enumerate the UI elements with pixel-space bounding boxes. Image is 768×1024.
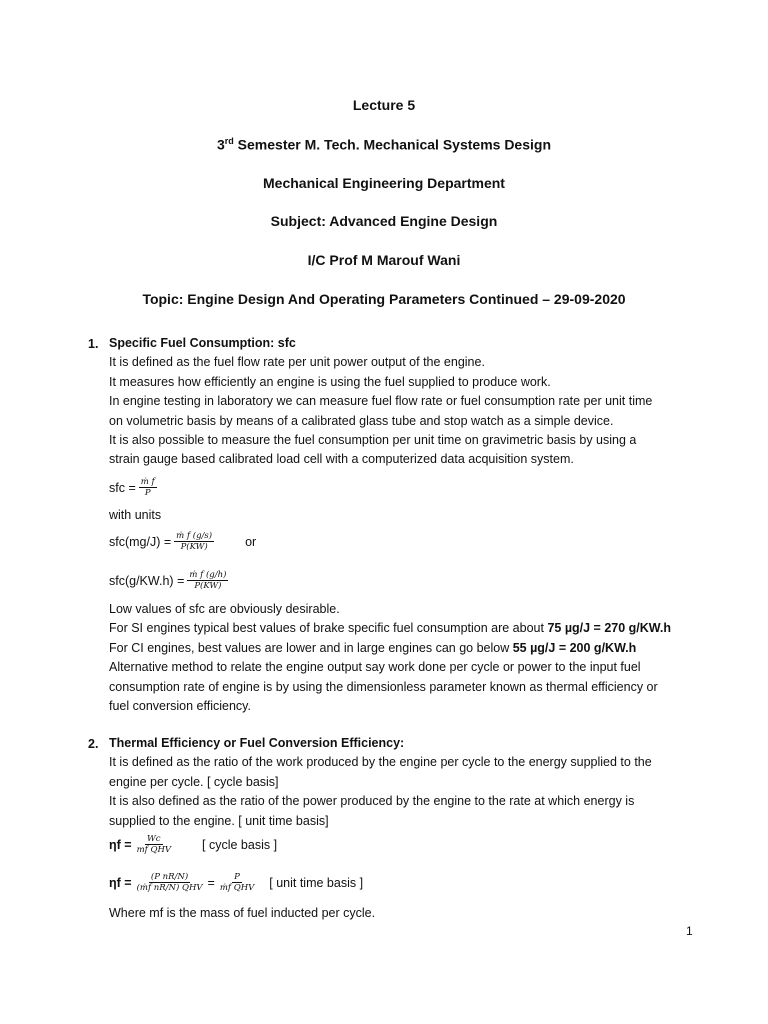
si-engines-line: For SI engines typical best values of brake specific fuel consumption are about 75 µg/J = 270 g/KW.h — [109, 621, 672, 636]
alternative-line: Alternative method to relate the engine output say work done per cycle or power to the input fuel — [109, 660, 641, 675]
subject-line: Subject: Advanced Engine Design — [270, 213, 498, 229]
section-2-number: 2. — [88, 737, 99, 751]
efficiency-cycle-formula: ηf = $\frac{Wc}{\text{mf QHV}}$ [ cycle basis ] — [109, 834, 278, 855]
section-2-title: Thermal Efficiency or Fuel Conversion Efficiency: — [109, 736, 405, 750]
section-2-line: supplied to the engine. [ unit time basis] — [109, 813, 329, 828]
semester-line: 3rd Semester M. Tech. Mechanical Systems Design — [217, 136, 551, 153]
section-1-line: strain gauge based calibrated load cell with a computerized data acquisition system. — [109, 452, 574, 467]
ci-engines-line: For CI engines, best values are lower and in large engines can go below 55 µg/J = 200 g/KW.h — [109, 640, 637, 655]
efficiency-time-formula: ηf = $\frac{\text{(P nR/N)}}{\text{(ṁf nR/N) QHV}}$ = $\frac{P}{\text{ṁf QHV}}$ [ unit time basis ] — [109, 872, 364, 893]
section-1-body — [109, 334, 709, 470]
section-1-title: Specific Fuel Consumption: sfc — [109, 336, 296, 350]
section-2-line: It is also defined as the ratio of the power produced by the engine to the rate at which energy is — [109, 794, 635, 809]
section-1-line: It measures how efficiently an engine is using the fuel supplied to produce work. — [109, 374, 551, 389]
alternative-line: fuel conversion efficiency. — [109, 699, 251, 714]
lecture-title: Lecture 5 — [352, 97, 416, 113]
topic-line: Topic: Engine Design And Operating Parameters Continued – 29-09-2020 — [142, 291, 626, 307]
sfc-mgj-formula: sfc(mg/J) = $\frac{\text{ṁ f (g/s)}}{P(KW)}$ or — [109, 531, 257, 552]
instructor-line: I/C Prof M Marouf Wani — [307, 252, 461, 268]
section-2-body — [109, 734, 709, 831]
efficiency-cycle-fraction: $\frac{Wc}{\text{mf QHV}}$ — [136, 834, 172, 855]
section-1-number: 1. — [88, 337, 99, 351]
department-line: Mechanical Engineering Department — [263, 175, 505, 191]
low-values-line: Low values of sfc are obviously desirable. — [109, 602, 340, 616]
section-1-line: In engine testing in laboratory we can measure fuel flow rate or fuel consumption rate per unit time — [109, 394, 653, 409]
section-1-line: It is defined as the fuel flow rate per unit power output of the engine. — [109, 355, 485, 370]
section-1-line: on volumetric basis by means of a calibrated glass tube and stop watch as a simple device. — [109, 413, 614, 428]
where-line: Where mf is the mass of fuel inducted per cycle. — [109, 906, 376, 920]
sfc-mgj-fraction: $\frac{\text{ṁ f (g/s)}}{P(KW)}$ — [176, 531, 213, 552]
section-2-line: It is defined as the ratio of the work produced by the engine per cycle to the energy supplied to the — [109, 755, 652, 770]
efficiency-time-fraction-1: $\frac{\text{(P nR/N)}}{\text{(ṁf nR/N) QHV}}$ — [136, 872, 203, 893]
page-number: 1 — [686, 924, 693, 938]
section-1-conclusion — [109, 600, 709, 716]
sfc-gkwh-fraction: $\frac{\text{ṁ f (g/h)}}{P(KW)}$ — [189, 570, 227, 591]
section-1-line: It is also possible to measure the fuel consumption per unit time on gravimetric basis by using a — [109, 433, 637, 448]
sfc-formula: sfc = $\frac{\text{ṁ f}}{P}$ — [109, 477, 155, 498]
sfc-gkwh-formula: sfc(g/KW.h) = $\frac{\text{ṁ f (g/h)}}{P(KW)}$ — [109, 570, 227, 591]
with-units-label: with units — [109, 508, 162, 522]
efficiency-time-fraction-2: $\frac{P}{\text{ṁf QHV}}$ — [219, 872, 255, 893]
alternative-line: consumption rate of engine is by using the dimensionless parameter known as thermal efficiency or — [109, 679, 658, 694]
section-2-line: engine per cycle. [ cycle basis] — [109, 774, 279, 789]
sfc-fraction: $\frac{\text{ṁ f}}{P}$ — [140, 477, 155, 498]
